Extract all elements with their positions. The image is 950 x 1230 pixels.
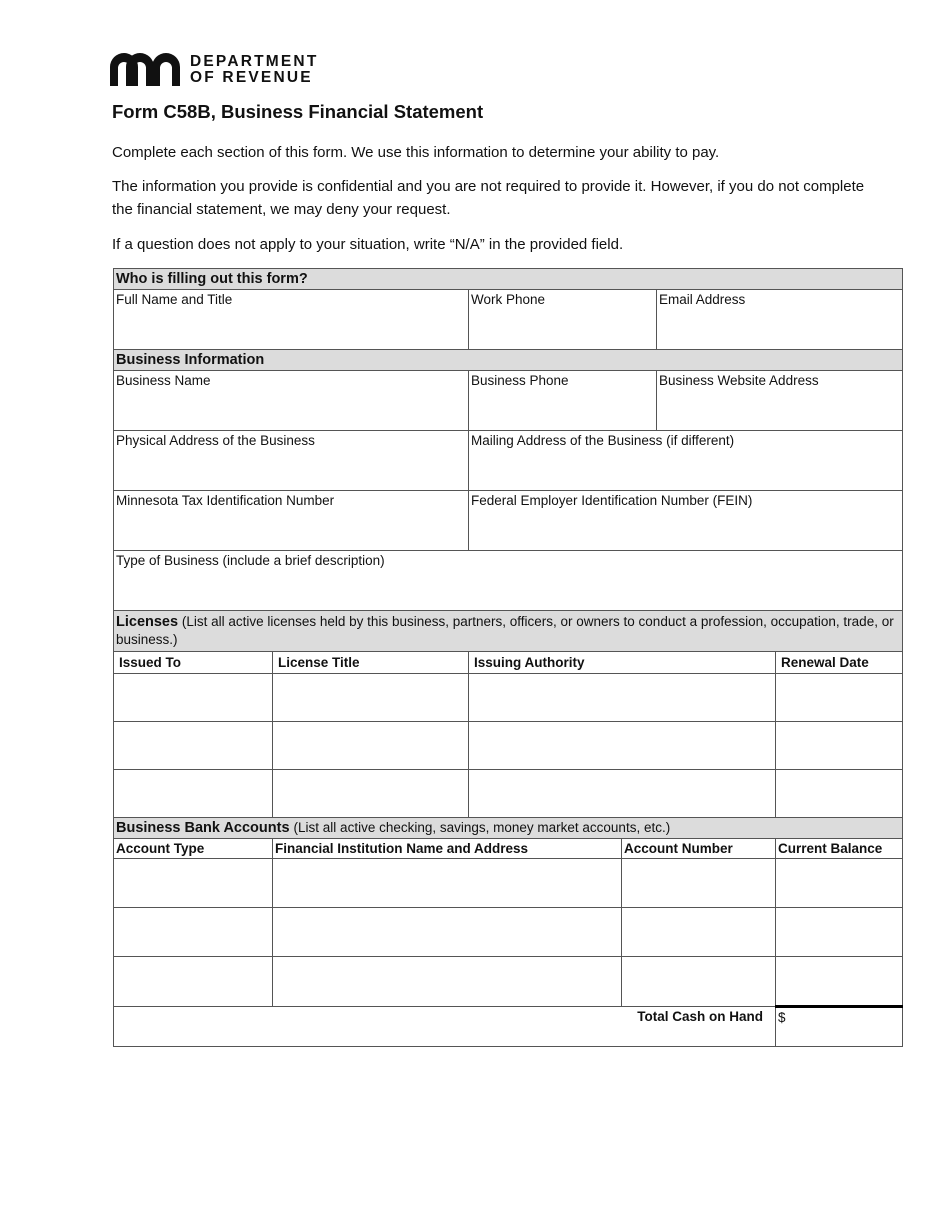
license-renewal-cell[interactable]	[776, 674, 903, 722]
account-type-cell[interactable]	[114, 859, 273, 908]
col-account-type: Account Type	[114, 839, 273, 859]
business-phone-label: Business Phone	[471, 373, 569, 388]
license-row	[114, 674, 903, 722]
business-name-field[interactable]	[114, 371, 469, 431]
total-cash-row	[114, 1007, 903, 1047]
col-issued-to: Issued To	[114, 652, 273, 674]
bank-heading: Business Bank Accounts	[116, 820, 290, 836]
logo-line-2: OF REVENUE	[190, 68, 313, 86]
license-issued-to-cell[interactable]	[114, 770, 273, 818]
physical-address-label: Physical Address of the Business	[116, 433, 315, 448]
account-number-cell[interactable]	[622, 859, 776, 908]
mn-logo-icon	[110, 53, 182, 86]
total-cash-label: Total Cash on Hand	[114, 1007, 776, 1047]
col-issuing-authority: Issuing Authority	[469, 652, 776, 674]
business-type-label: Type of Business (include a brief description)	[116, 553, 385, 568]
business-phone-field[interactable]	[469, 371, 657, 431]
bank-heading-cell	[114, 818, 903, 839]
institution-cell[interactable]	[273, 859, 622, 908]
business-website-field[interactable]	[657, 371, 903, 431]
license-authority-cell[interactable]	[469, 770, 776, 818]
who-section-header	[114, 269, 903, 290]
col-renewal-date: Renewal Date	[776, 652, 903, 674]
intro-paragraph-1: Complete each section of this form. We use this information to determine your ability to pay.	[112, 144, 720, 161]
who-heading: Who is filling out this form?	[114, 269, 903, 290]
license-issued-to-cell[interactable]	[114, 722, 273, 770]
mn-tax-id-label: Minnesota Tax Identification Number	[116, 493, 335, 508]
balance-cell[interactable]	[776, 908, 903, 957]
who-row	[114, 290, 903, 350]
full-name-field[interactable]	[114, 290, 469, 350]
col-account-number: Account Number	[622, 839, 776, 859]
intro-paragraph-3: If a question does not apply to your situation, write “N/A” in the provided field.	[112, 236, 624, 253]
license-title-cell[interactable]	[273, 722, 469, 770]
fein-field[interactable]	[469, 491, 903, 551]
account-number-cell[interactable]	[622, 908, 776, 957]
logo-line-1: DEPARTMENT	[190, 52, 319, 70]
licenses-column-headers	[114, 652, 903, 674]
mailing-address-label: Mailing Address of the Business (if different)	[471, 433, 735, 448]
email-field[interactable]	[657, 290, 903, 350]
physical-address-field[interactable]	[114, 431, 469, 491]
bank-note: (List all active checking, savings, money market accounts, etc.)	[293, 820, 671, 835]
business-website-label: Business Website Address	[659, 373, 819, 388]
balance-cell[interactable]	[776, 859, 903, 908]
business-section-header	[114, 350, 903, 371]
work-phone-label: Work Phone	[471, 292, 546, 307]
license-renewal-cell[interactable]	[776, 722, 903, 770]
license-issued-to-cell[interactable]	[114, 674, 273, 722]
account-number-cell[interactable]	[622, 957, 776, 1007]
balance-cell[interactable]	[776, 957, 903, 1007]
license-renewal-cell[interactable]	[776, 770, 903, 818]
account-type-cell[interactable]	[114, 957, 273, 1007]
currency-symbol: $	[778, 1010, 786, 1025]
mailing-address-field[interactable]	[469, 431, 903, 491]
license-row	[114, 770, 903, 818]
license-title-cell[interactable]	[273, 770, 469, 818]
col-institution: Financial Institution Name and Address	[273, 839, 622, 859]
fein-label: Federal Employer Identification Number (FEIN)	[471, 493, 753, 508]
department-of-revenue-logo	[110, 53, 319, 86]
bank-row	[114, 859, 903, 908]
intro-paragraph-2: The information you provide is confidential and you are not required to provide it. However, if you do not complete the financial statement, we may deny your request.	[112, 178, 865, 218]
bank-column-headers	[114, 839, 903, 859]
institution-cell[interactable]	[273, 908, 622, 957]
work-phone-field[interactable]	[469, 290, 657, 350]
business-row-2	[114, 431, 903, 491]
business-row-4	[114, 551, 903, 611]
license-authority-cell[interactable]	[469, 674, 776, 722]
bank-row	[114, 908, 903, 957]
licenses-section-header	[114, 611, 903, 652]
business-row-1	[114, 371, 903, 431]
bank-row	[114, 957, 903, 1007]
bank-section-header	[114, 818, 903, 839]
col-license-title: License Title	[273, 652, 469, 674]
account-type-cell[interactable]	[114, 908, 273, 957]
business-row-3	[114, 491, 903, 551]
email-label: Email Address	[659, 292, 746, 307]
financial-statement-table	[113, 268, 903, 1047]
licenses-heading: Licenses	[116, 614, 179, 630]
business-type-field[interactable]	[114, 551, 903, 611]
total-cash-amount-field[interactable]	[776, 1007, 903, 1047]
col-current-balance: Current Balance	[776, 839, 903, 859]
institution-cell[interactable]	[273, 957, 622, 1007]
license-row	[114, 722, 903, 770]
business-name-label: Business Name	[116, 373, 211, 388]
licenses-heading-cell	[114, 611, 903, 652]
license-authority-cell[interactable]	[469, 722, 776, 770]
full-name-label: Full Name and Title	[116, 292, 233, 307]
logo-wordmark	[190, 54, 319, 86]
license-title-cell[interactable]	[273, 674, 469, 722]
licenses-note: (List all active licenses held by this business, partners, officers, or owners to conduct a profession, occupation, trade, or business.)	[116, 614, 894, 647]
mn-tax-id-field[interactable]	[114, 491, 469, 551]
business-heading: Business Information	[114, 350, 903, 371]
form-title: Form C58B, Business Financial Statement	[112, 101, 484, 122]
